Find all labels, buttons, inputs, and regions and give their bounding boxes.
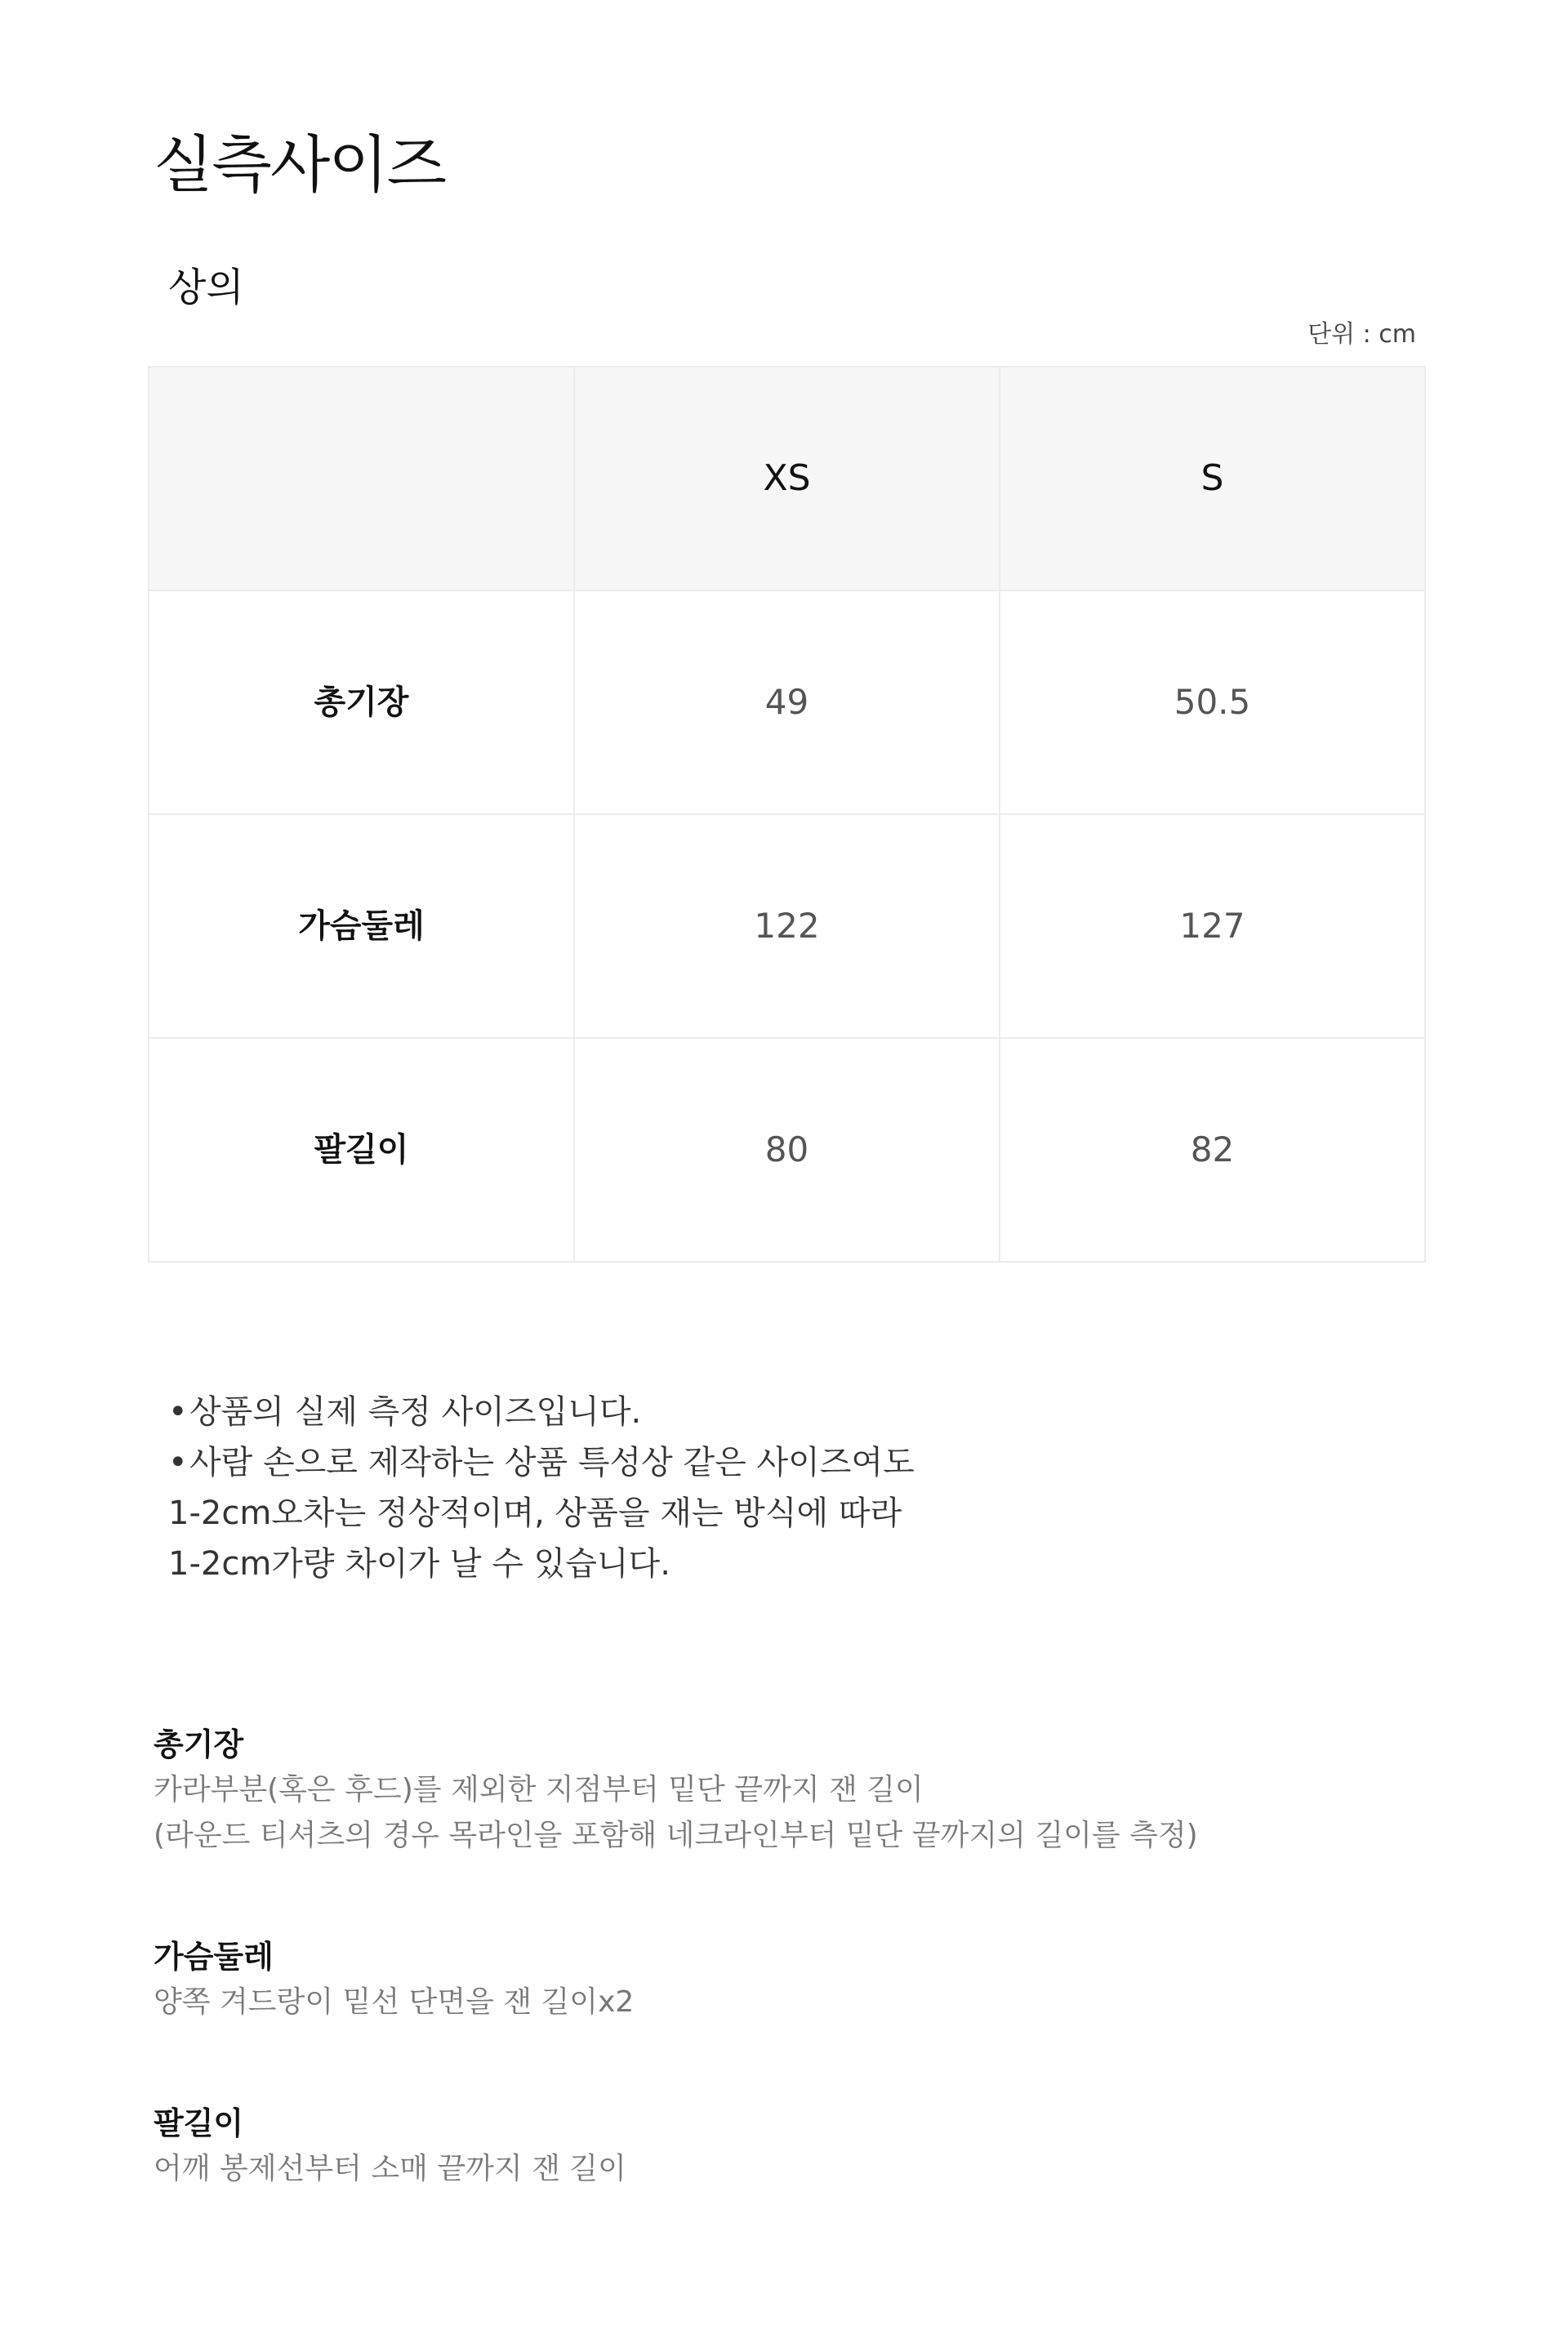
table-header-row [149,367,1425,590]
definition-description: 카라부분(혹은 후드)를 제외한 지점부터 밑단 끝까지 잰 길이 [154,1773,924,1806]
definition-sleeve [154,2100,1428,2192]
table-row [149,1038,1425,1262]
definition-description: 양쪽 겨드랑이 밑선 단면을 잰 길이x2 [154,1985,635,2019]
note-text: 1-2cm오차는 정상적이며, 상품을 재는 방식에 따라 [168,1494,902,1532]
table-cell: 49 [574,590,1000,814]
note-line [168,1488,915,1539]
table-cell: 127 [1000,814,1425,1038]
row-label-chest: 가슴둘레 [149,814,574,1038]
note-text: 1-2cm가량 차이가 날 수 있습니다. [168,1545,670,1583]
size-header-xs: XS [574,367,1000,590]
note-line [168,1539,915,1589]
section-title: 상의 [168,265,244,310]
row-label-sleeve: 팔길이 [149,1038,574,1262]
definition-chest [154,1934,1428,2025]
page-title: 실측사이즈 [154,128,446,201]
size-table [148,366,1426,1263]
measurement-definitions [154,1722,1428,2267]
definition-term: 총기장 [154,1726,244,1762]
note-line [168,1437,915,1488]
definition-term: 팔길이 [154,2105,244,2141]
table-cell: 50.5 [1000,590,1425,814]
table-cell: 122 [574,814,1000,1038]
bullet-icon: • [168,1393,188,1431]
table-row [149,814,1425,1038]
definition-term: 가슴둘레 [154,1939,274,1975]
bullet-icon: • [168,1444,188,1481]
table-row [149,590,1425,814]
definition-description: (라운드 티셔츠의 경우 목라인을 포함해 네크라인부터 밑단 끝까지의 길이를 측정) [154,1819,1198,1852]
note-line [168,1387,915,1437]
row-label-total-length: 총기장 [149,590,574,814]
header-empty-cell [149,367,574,590]
definition-description: 어깨 봉제선부터 소매 끝까지 잰 길이 [154,2152,626,2185]
note-text: 사람 손으로 제작하는 상품 특성상 같은 사이즈여도 [189,1444,915,1481]
size-header-s: S [1000,367,1425,590]
note-text: 상품의 실제 측정 사이즈입니다. [189,1393,642,1431]
unit-note: 단위 : cm [1307,320,1416,349]
table-cell: 80 [574,1038,1000,1262]
table-cell: 82 [1000,1038,1425,1262]
size-notes [168,1387,915,1589]
definition-total-length [154,1722,1428,1859]
